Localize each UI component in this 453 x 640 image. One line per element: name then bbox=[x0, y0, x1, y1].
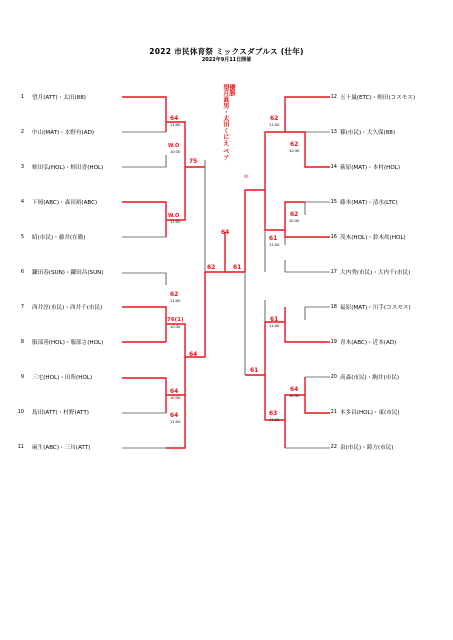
page-title: 2022 市民体育祭 ミックスダブルス (壮年) bbox=[149, 47, 304, 56]
match-score: 64 bbox=[170, 115, 179, 122]
match-score: W.O bbox=[168, 143, 180, 149]
player-pair: 中山(MAT)・水野有(AD) bbox=[32, 130, 95, 136]
player-pair: 藤本(MAT)・清水(LTC) bbox=[340, 200, 398, 206]
match-score: 62 bbox=[207, 264, 216, 271]
seed-number: 6 bbox=[20, 269, 24, 275]
match-score: 63 bbox=[269, 410, 278, 417]
seed-number: 19 bbox=[330, 339, 337, 345]
seed-number: 16 bbox=[330, 234, 337, 240]
player-pair: 麻生(ABC)・三川(ATT) bbox=[32, 445, 91, 451]
match-time: 11:00 bbox=[170, 220, 181, 224]
seed-number: 13 bbox=[330, 129, 337, 135]
player-pair: 高森(市民)・駒井(市民) bbox=[340, 375, 400, 381]
player-pair: 五十嵐(ETC)・蛭田(コスモス) bbox=[340, 95, 416, 101]
player-pair: 望月(ATT)・太田(88) bbox=[32, 95, 86, 101]
final-score: 64 bbox=[221, 229, 230, 236]
seed-number: 22 bbox=[330, 444, 337, 450]
match-score: 64 bbox=[170, 388, 179, 395]
match-mark: W bbox=[244, 174, 248, 179]
match-time: 11:00 bbox=[170, 420, 181, 424]
match-time: 10:30 bbox=[170, 325, 181, 329]
match-score: 64 bbox=[290, 386, 299, 393]
seed-number: 11 bbox=[17, 444, 24, 450]
player-pair: 大内秀(市民)・大内千(市民) bbox=[340, 270, 411, 276]
player-pair: 三宅(HOL)・田所(HOL) bbox=[32, 375, 93, 381]
player-pair: 島田(ATT)・村野(ATT) bbox=[32, 410, 89, 416]
player-pair: 泉(市民)・鋳方(市民) bbox=[340, 445, 394, 451]
champion-label: 優勝 bbox=[228, 84, 235, 97]
match-score: W.O bbox=[168, 213, 180, 219]
match-score: 61 bbox=[270, 316, 279, 323]
match-time: 10:30 bbox=[170, 396, 181, 400]
match-time: 11:00 bbox=[269, 243, 280, 247]
match-score: 64 bbox=[170, 412, 179, 419]
player-pair: 下岡(ABC)・森田裕(ABC) bbox=[32, 200, 98, 206]
match-score: 61 bbox=[233, 264, 242, 271]
match-score: 62 bbox=[170, 291, 179, 298]
match-time: 11:00 bbox=[170, 123, 181, 127]
player-pair: 茂木(HOL)・鈴木眞(HOL) bbox=[340, 235, 406, 241]
match-time: 10:30 bbox=[289, 394, 300, 398]
player-pair: 青木(ABC)・近本(AD) bbox=[340, 340, 397, 346]
seed-number: 9 bbox=[20, 374, 24, 380]
event-date: 2022年9月11日開催 bbox=[201, 57, 252, 63]
player-pair: 福原(MAT)・川手(コスモス) bbox=[340, 305, 411, 311]
player-pair: 篠(市民)・大久保(88) bbox=[340, 130, 396, 136]
match-time: 11:00 bbox=[170, 299, 181, 303]
seed-number: 12 bbox=[330, 94, 337, 100]
seed-number: 18 bbox=[330, 304, 337, 310]
seed-number: 14 bbox=[330, 164, 337, 170]
match-time: 11:00 bbox=[269, 418, 280, 422]
seed-number: 21 bbox=[330, 409, 337, 415]
match-score: 62 bbox=[290, 211, 299, 218]
seed-number: 4 bbox=[20, 199, 24, 205]
seed-number: 1 bbox=[20, 94, 24, 100]
seed-number: 20 bbox=[330, 374, 337, 380]
match-score: 64 bbox=[189, 351, 198, 358]
champion-names: 望月眞男・太田くにえ ペア bbox=[221, 84, 229, 161]
seed-number: 2 bbox=[20, 129, 24, 135]
player-pair: 蛭田弘(HOL)・蛭田香(HOL) bbox=[32, 165, 104, 171]
seed-number: 7 bbox=[20, 304, 24, 310]
player-pair: 昭(市民)・藤井(在勤) bbox=[32, 235, 86, 241]
match-score: 76(1) bbox=[167, 317, 184, 323]
player-pair: 西井淳(市民)・西井千(市民) bbox=[32, 305, 103, 311]
seed-number: 3 bbox=[20, 164, 24, 170]
player-pair: 服部善(HOL)・服部さ(HOL) bbox=[32, 340, 104, 346]
match-time: 10:30 bbox=[289, 149, 300, 153]
seed-number: 10 bbox=[17, 409, 24, 415]
match-time: 11:00 bbox=[269, 324, 280, 328]
match-score: 62 bbox=[290, 141, 299, 148]
match-time: 10:30 bbox=[170, 150, 181, 154]
champion-banner bbox=[216, 84, 234, 161]
player-pair: 鎌田春(SUN)・鎌田昌(SUN) bbox=[32, 270, 104, 276]
match-score: 61 bbox=[250, 367, 259, 374]
seed-number: 17 bbox=[330, 269, 337, 275]
seed-number: 5 bbox=[20, 234, 24, 240]
match-score: 75 bbox=[189, 158, 198, 165]
seed-number: 8 bbox=[20, 339, 24, 345]
match-time: 10:30 bbox=[289, 219, 300, 223]
match-score: 62 bbox=[270, 115, 279, 122]
match-time: 11:00 bbox=[269, 123, 280, 127]
player-pair: 本多昌(HOL)・東(市民) bbox=[340, 410, 400, 416]
match-score: 61 bbox=[269, 235, 278, 242]
seed-number: 15 bbox=[330, 199, 337, 205]
player-pair: 萩原(MAT)・本村(HOL) bbox=[340, 165, 401, 171]
